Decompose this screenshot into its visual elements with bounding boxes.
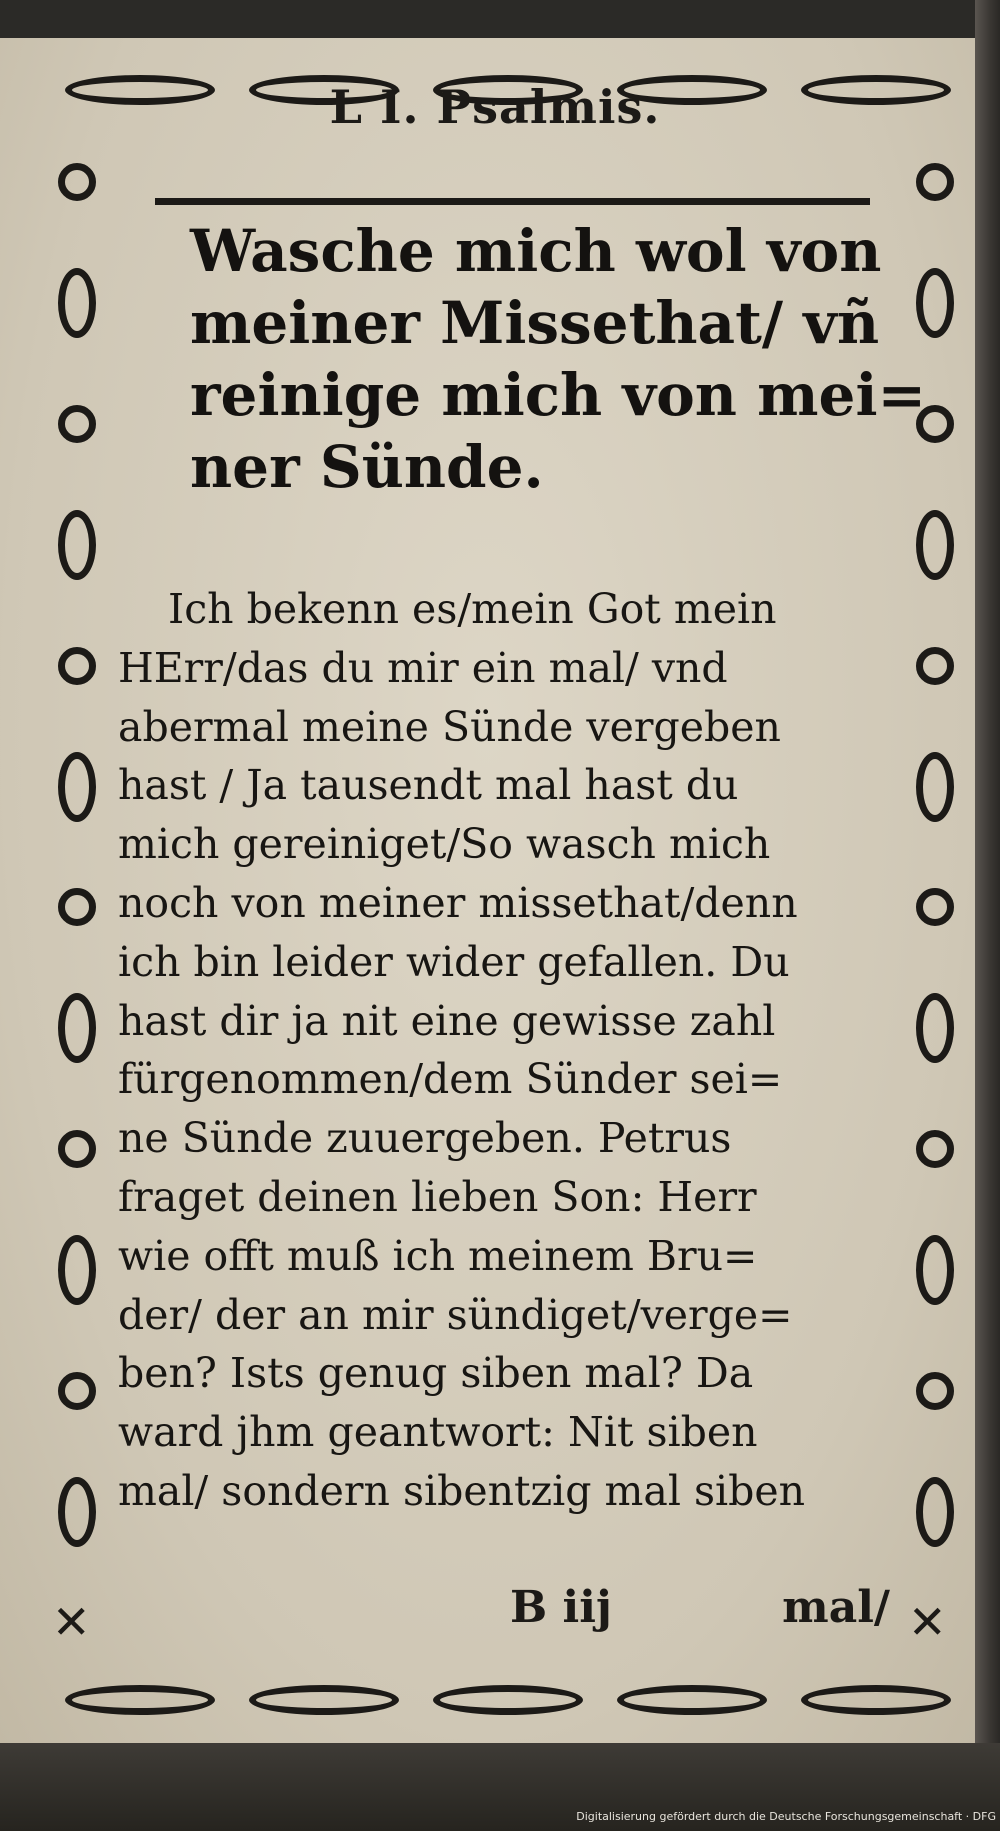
running-header: L I. Psalmis. xyxy=(329,80,661,134)
text-line: fürgenommen/dem Sünder sei= xyxy=(118,1055,783,1104)
ornament-ring xyxy=(433,1685,583,1715)
ornament-ring xyxy=(58,1477,96,1547)
verse-line: Wasche mich wol von xyxy=(190,217,882,285)
text-line: ne Sünde zuuergeben. Petrus xyxy=(118,1114,732,1163)
ornament-ring xyxy=(58,993,96,1063)
text-line: noch von meiner missethat/denn xyxy=(118,878,798,927)
text-line: ben? Ists genug siben mal? Da xyxy=(118,1349,754,1398)
ornament-ring xyxy=(916,268,954,338)
ornament-ring xyxy=(58,163,96,201)
ornament-ring xyxy=(916,1372,954,1410)
ornament-ring xyxy=(617,1685,767,1715)
ornament-ring xyxy=(916,752,954,822)
book-edge xyxy=(975,0,1000,1831)
ornament-border-bottom xyxy=(48,1675,968,1725)
ornament-ring xyxy=(58,405,96,443)
ornament-ring xyxy=(58,647,96,685)
ornament-border-right xyxy=(906,130,964,1580)
page-footer xyxy=(110,1582,890,1642)
text-line: hast dir ja nit eine gewisse zahl xyxy=(118,996,776,1045)
ornament-ring xyxy=(916,888,954,926)
text-line: der/ der an mir sündiget/verge= xyxy=(118,1290,793,1339)
ornament-ring xyxy=(58,888,96,926)
ornament-ring xyxy=(249,1685,399,1715)
text-line: hast / Ja tausendt mal hast du xyxy=(118,761,739,810)
ornament-ring xyxy=(58,268,96,338)
ornament-ring xyxy=(58,1235,96,1305)
ornament-ring xyxy=(58,1372,96,1410)
ornament-ring xyxy=(916,647,954,685)
text-line: HErr/das du mir ein mal/ vnd xyxy=(118,643,728,692)
catchword: mal/ xyxy=(782,1582,890,1633)
text-line: fraget deinen lieben Son: Herr xyxy=(118,1172,757,1221)
verse-line: meiner Missethat/ vñ xyxy=(190,289,880,357)
ornament-ring xyxy=(58,1130,96,1168)
text-line: ich bin leider wider gefallen. Du xyxy=(118,937,790,986)
ornament-ring xyxy=(916,510,954,580)
ornament-ring xyxy=(801,1685,951,1715)
verse-line: ner Sünde. xyxy=(190,433,544,501)
ornament-ring xyxy=(916,1235,954,1305)
ornament-border-left xyxy=(48,130,106,1580)
ornament-ring xyxy=(916,1130,954,1168)
commentary-text xyxy=(118,580,893,1521)
psalm-verse xyxy=(190,215,927,503)
ornament-ring xyxy=(916,993,954,1063)
text-line: mal/ sondern sibentzig mal siben xyxy=(118,1466,806,1515)
text-line: mich gereiniget/So wasch mich xyxy=(118,820,771,869)
signature-mark: B iij xyxy=(510,1582,612,1633)
ornament-ring xyxy=(58,752,96,822)
ornament-ring xyxy=(916,163,954,201)
verse-line: reinige mich von mei= xyxy=(190,361,927,429)
text-line: abermal meine Sünde vergeben xyxy=(118,702,781,751)
digitization-credit: Digitalisierung gefördert durch die Deutsche Forschungsgemeinschaft · DFG xyxy=(576,1810,996,1823)
text-line: Ich bekenn es/mein Got mein xyxy=(168,585,777,633)
text-line: wie offt muß ich meinem Bru= xyxy=(118,1231,758,1280)
ornament-ring xyxy=(58,510,96,580)
ornament-ring xyxy=(916,1477,954,1547)
ornament-cross-right: ✕ xyxy=(908,1595,947,1649)
ornament-cross-left: ✕ xyxy=(52,1595,91,1649)
header-rule xyxy=(155,198,870,205)
ornament-ring xyxy=(65,1685,215,1715)
text-line: ward jhm geantwort: Nit siben xyxy=(118,1408,758,1457)
